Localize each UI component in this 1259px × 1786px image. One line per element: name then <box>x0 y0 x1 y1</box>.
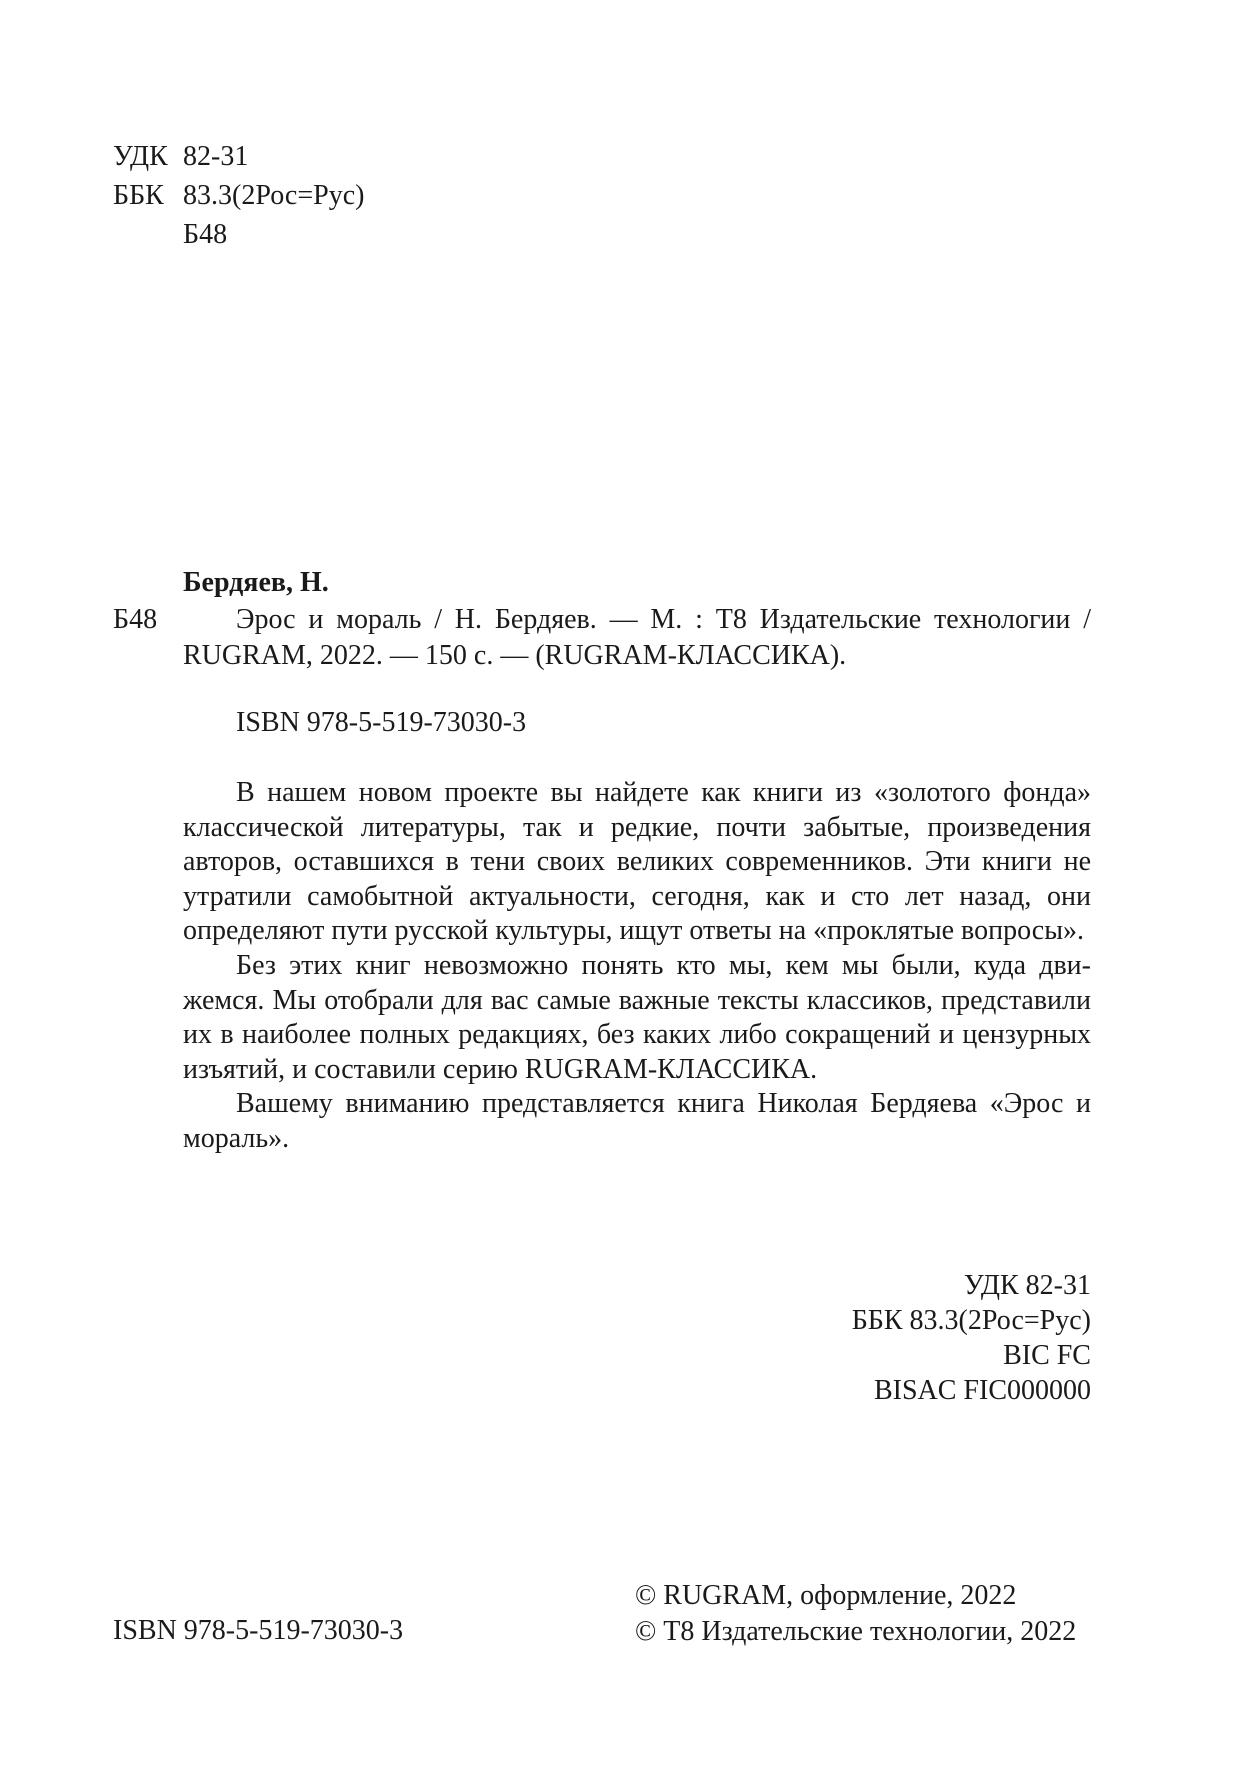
classification-udk: УДК 82-31 <box>963 1270 1091 1301</box>
bbk-label: ББК <box>113 180 164 211</box>
classification-block <box>852 1268 1091 1408</box>
udk-value: 82-31 <box>183 141 249 172</box>
copyright-line-1: © RUGRAM, оформление, 2022 <box>635 1580 1017 1611</box>
copyright-line-2: © Т8 Издательские технологии, 2022 <box>635 1616 1077 1647</box>
annotation-paragraph-2: Без этих книг невозможно понять кто мы, кем мы были, куда движемся. Мы отобрали для вас самые важные тексты классиков, представили их в наиболее полных редакциях, без каких либо сокращений и цензурных изъятий, и составили серию RUGRAM-КЛАССИКА. <box>183 949 1091 1085</box>
classification-bisac: BISAC FIC000000 <box>873 1375 1091 1406</box>
classification-bic: BIC FC <box>1003 1340 1091 1371</box>
title-statement-line-2: RUGRAM, 2022. — 150 с. — (RUGRAM-КЛАССИКА). <box>183 640 847 671</box>
classification-bbk: ББК 83.3(2Рос=Рус) <box>851 1305 1091 1336</box>
annotation-paragraph-3: Вашему вниманию представляется книга Николая Бердяева «Эрос и мораль». <box>183 1088 1091 1154</box>
author-mark: Б48 <box>113 604 158 635</box>
author-heading: Бердяев, Н. <box>183 567 329 598</box>
copyright-block <box>635 1578 1076 1650</box>
bbk-value: 83.3(2Рос=Рус) <box>183 180 365 211</box>
annotation-paragraph-1: В нашем новом проекте вы найдете как книги из «золотого фонда» классической литературы, так и редкие, почти забытые, произведения авторов, оставшихся в тени своих великих современников. Эти книги не утратили самобытной актуальности, сегодня, как и сто лет назад, они определяют пути русской культуры, ищут ответы на «проклятые вопросы». <box>183 777 1091 947</box>
record-isbn: ISBN 978-5-519-73030-3 <box>236 707 527 738</box>
annotation <box>183 776 1091 1157</box>
author-mark-top: Б48 <box>183 219 228 250</box>
title-statement-line-1: Эрос и мораль / Н. Бердяев. — М. : Т8 Издательские технологии / <box>236 604 1091 635</box>
udk-label: УДК <box>113 141 168 172</box>
footer-isbn: ISBN 978-5-519-73030-3 <box>113 1615 404 1646</box>
